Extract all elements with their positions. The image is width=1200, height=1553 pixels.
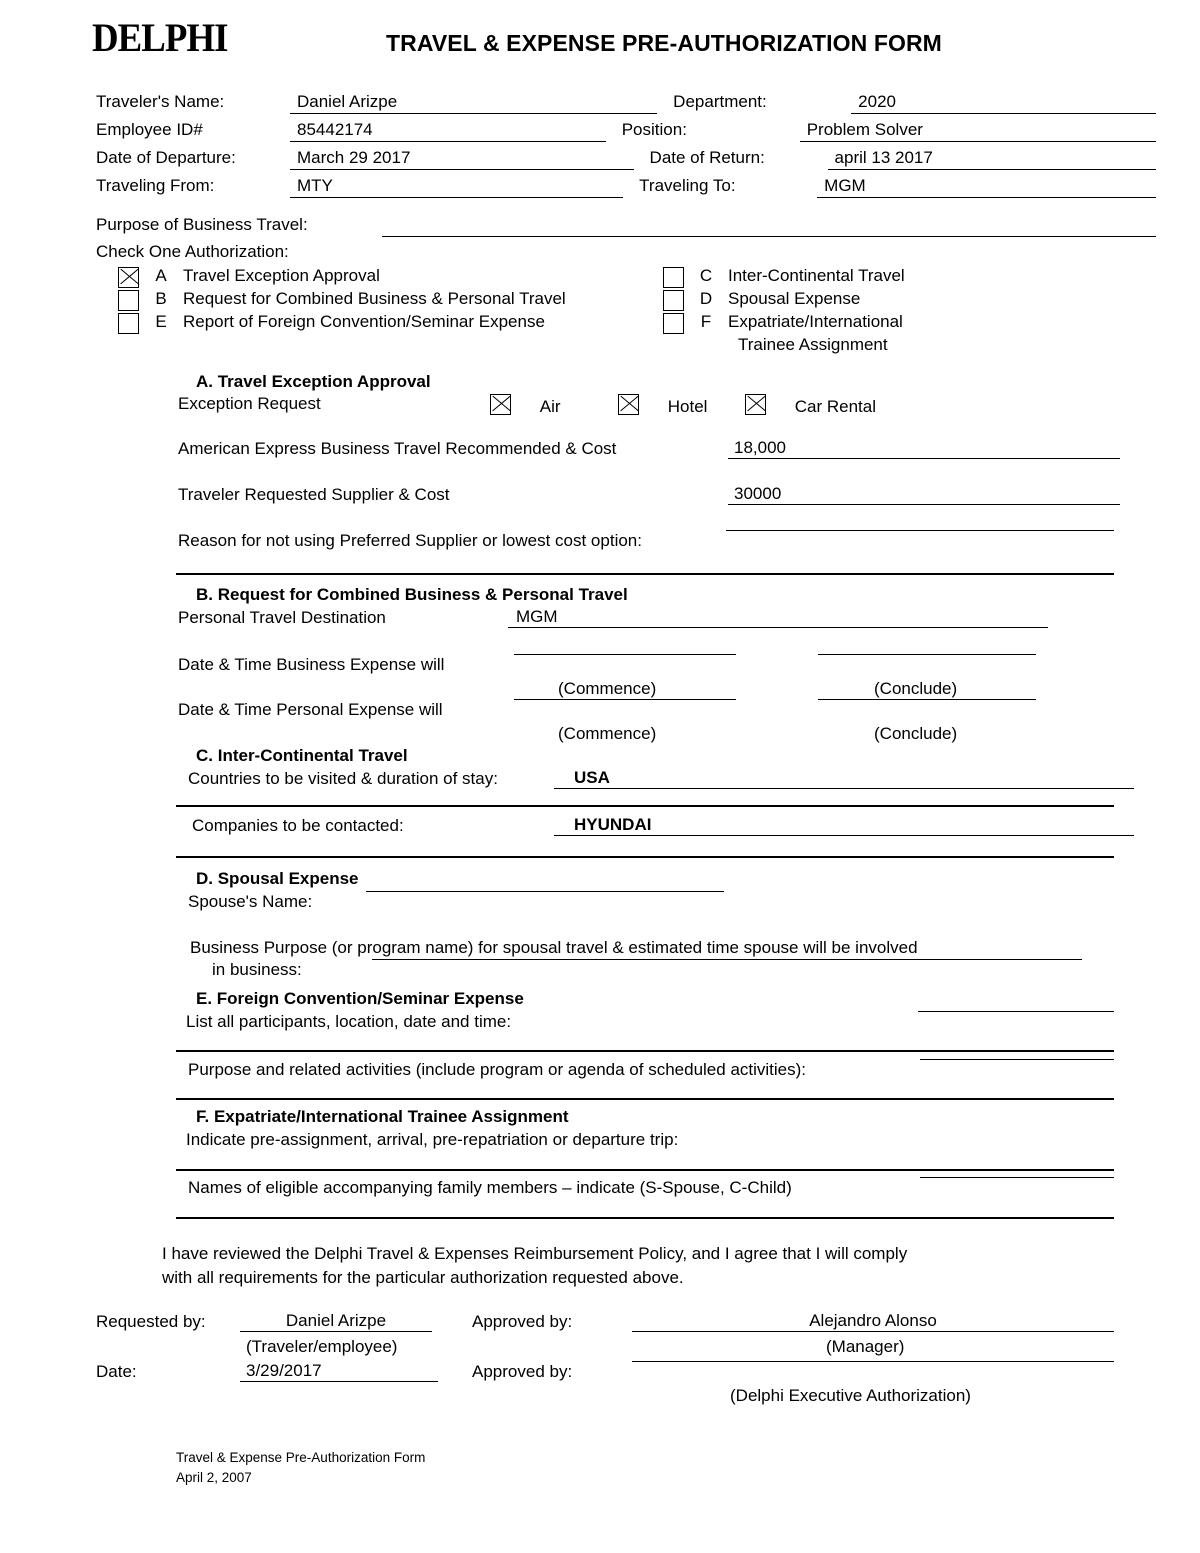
date-departure-label: Date of Departure: <box>96 148 236 167</box>
employee-id-label: Employee ID# <box>96 120 203 139</box>
form-footer <box>176 1448 425 1487</box>
date-return-label: Date of Return: <box>649 148 765 167</box>
purpose-input[interactable] <box>382 214 1156 237</box>
conclude-caption-1: (Conclude) <box>874 679 958 698</box>
exception-carrental-option[interactable] <box>745 394 876 417</box>
commence-caption-1: (Commence) <box>558 679 657 698</box>
exception-request-label: Exception Request <box>178 394 321 413</box>
letter-e: E <box>155 312 167 331</box>
traveling-from-label: Traveling From: <box>96 176 215 195</box>
family-members-input[interactable] <box>920 1177 1114 1178</box>
personal-conclude-input[interactable] <box>818 699 1036 700</box>
purpose-label: Purpose of Business Travel: <box>96 215 308 234</box>
checkbox-d[interactable] <box>663 290 684 311</box>
divider-e-f <box>176 1098 1114 1100</box>
date-return-input[interactable]: april 13 2017 <box>828 148 1156 170</box>
check-one-grid <box>118 266 1158 335</box>
letter-c: C <box>699 266 713 285</box>
section-f-heading: F. Expatriate/International Trainee Assignment <box>196 1107 569 1126</box>
row-date-departure <box>96 142 1156 170</box>
page-title: TRAVEL & EXPENSE PRE-AUTHORIZATION FORM <box>386 30 942 56</box>
companies-label: Companies to be contacted: <box>192 816 404 835</box>
reason-label: Reason for not using Preferred Supplier or lowest cost option: <box>178 531 642 550</box>
checkbox-air[interactable] <box>490 394 511 415</box>
exception-hotel-option[interactable] <box>618 394 707 417</box>
countries-label: Countries to be visited & duration of stay: <box>188 769 498 788</box>
check-one-title: Check One Authorization: <box>96 242 289 261</box>
row-employee-id <box>96 114 1156 142</box>
row-traveler-name <box>96 86 1156 114</box>
personal-destination-input[interactable]: MGM <box>508 607 1048 628</box>
section-e-heading: E. Foreign Convention/Seminar Expense <box>196 989 524 1008</box>
exception-air-option[interactable] <box>490 394 561 417</box>
business-commence-input[interactable] <box>514 654 736 655</box>
commence-caption-2: (Commence) <box>558 724 657 743</box>
personal-commence-input[interactable] <box>514 699 736 700</box>
approved-by-label-2: Approved by: <box>472 1362 573 1381</box>
check-row-b-d <box>118 289 1158 312</box>
supplier-input[interactable]: 30000 <box>728 484 1120 505</box>
divider-c-d <box>176 856 1114 858</box>
label-a: Travel Exception Approval <box>183 266 380 285</box>
letter-a: A <box>155 266 167 285</box>
spouse-name-input[interactable] <box>366 891 724 892</box>
label-car-rental: Car Rental <box>794 397 876 416</box>
checkbox-a[interactable] <box>118 267 139 288</box>
section-b-heading: B. Request for Combined Business & Personal Travel <box>196 585 628 604</box>
purpose-row <box>96 214 1156 237</box>
label-hotel: Hotel <box>667 397 708 416</box>
activities-label: Purpose and related activities (include program or agenda of scheduled activities): <box>188 1060 807 1079</box>
position-label: Position: <box>621 120 687 139</box>
countries-input[interactable]: USA <box>554 768 1134 789</box>
activities-input[interactable] <box>920 1059 1114 1060</box>
family-members-label: Names of eligible accompanying family members – indicate (S-Spouse, C-Child) <box>188 1178 792 1197</box>
amex-label: American Express Business Travel Recommended & Cost <box>178 439 617 458</box>
checkbox-car-rental[interactable] <box>745 394 766 415</box>
traveling-from-input[interactable]: MTY <box>290 176 623 198</box>
divider-e-1 <box>176 1050 1114 1052</box>
label-c: Inter-Continental Travel <box>728 266 905 285</box>
label-air: Air <box>539 397 561 416</box>
amex-input[interactable]: 18,000 <box>728 438 1120 459</box>
date-input[interactable]: 3/29/2017 <box>240 1361 438 1382</box>
form-header <box>0 0 1200 72</box>
row-traveling-from <box>96 170 1156 198</box>
date-departure-input[interactable]: March 29 2017 <box>290 148 634 170</box>
department-input[interactable]: 2020 <box>851 92 1156 114</box>
label-f: Expatriate/International <box>728 312 903 331</box>
reason-input[interactable] <box>726 530 1114 531</box>
check-row-e-f <box>118 312 1158 335</box>
conclude-caption-2: (Conclude) <box>874 724 958 743</box>
delphi-logo: DELPHI <box>92 15 228 60</box>
section-c-heading: C. Inter-Continental Travel <box>196 746 408 765</box>
spousal-purpose-line1: Business Purpose (or program name) for spousal travel & estimated time spouse will be involved <box>190 938 918 957</box>
label-f-line2: Trainee Assignment <box>738 335 888 354</box>
letter-b: B <box>155 289 167 308</box>
employee-id-input[interactable]: 85442174 <box>290 120 606 142</box>
spouse-name-label: Spouse's Name: <box>188 892 313 911</box>
spousal-purpose-input[interactable] <box>372 959 1082 960</box>
label-e: Report of Foreign Convention/Seminar Expense <box>183 312 545 331</box>
divider-c-1 <box>176 805 1114 807</box>
participants-input[interactable] <box>918 1011 1114 1012</box>
checkbox-c[interactable] <box>663 267 684 288</box>
section-a-heading: A. Travel Exception Approval <box>196 372 431 391</box>
requested-by-label: Requested by: <box>96 1312 206 1331</box>
indicate-trip-label: Indicate pre-assignment, arrival, pre-repatriation or departure trip: <box>186 1130 679 1149</box>
checkbox-b[interactable] <box>118 290 139 311</box>
divider-a-b <box>176 573 1114 575</box>
label-b: Request for Combined Business & Personal Travel <box>183 289 566 308</box>
approved-by-manager-input[interactable]: Alejandro Alonso <box>632 1311 1114 1332</box>
department-label: Department: <box>673 92 767 111</box>
spousal-purpose-line2: in business: <box>212 960 302 979</box>
checkbox-e[interactable] <box>118 313 139 334</box>
divider-f-1 <box>176 1169 1114 1171</box>
companies-input[interactable]: HYUNDAI <box>554 815 1134 836</box>
checkbox-f[interactable] <box>663 313 684 334</box>
agreement-line-1: I have reviewed the Delphi Travel & Expenses Reimbursement Policy, and I agree that I will comply <box>162 1244 908 1263</box>
label-d: Spousal Expense <box>728 289 861 308</box>
letter-d: D <box>699 289 713 308</box>
executive-caption: (Delphi Executive Authorization) <box>730 1386 971 1405</box>
traveling-to-label: Traveling To: <box>639 176 736 195</box>
checkbox-hotel[interactable] <box>618 394 639 415</box>
business-conclude-input[interactable] <box>818 654 1036 655</box>
top-fields <box>96 86 1156 198</box>
check-row-a-c <box>118 266 1158 289</box>
personal-expense-label: Date & Time Personal Expense will <box>178 700 443 719</box>
traveler-name-label: Traveler's Name: <box>96 92 225 111</box>
approved-by-executive-input[interactable] <box>632 1361 1114 1362</box>
footer-line-2: April 2, 2007 <box>176 1469 252 1485</box>
traveler-name-input[interactable]: Daniel Arizpe <box>290 92 657 114</box>
approved-by-label-1: Approved by: <box>472 1312 573 1331</box>
requested-by-input[interactable]: Daniel Arizpe <box>240 1311 432 1332</box>
traveling-to-input[interactable]: MGM <box>817 176 1156 198</box>
manager-caption: (Manager) <box>826 1337 905 1356</box>
supplier-label: Traveler Requested Supplier & Cost <box>178 485 450 504</box>
business-expense-label: Date & Time Business Expense will <box>178 655 445 674</box>
section-d-heading: D. Spousal Expense <box>196 869 359 888</box>
personal-destination-label: Personal Travel Destination <box>178 608 386 627</box>
footer-line-1: Travel & Expense Pre-Authorization Form <box>176 1450 426 1465</box>
participants-label: List all participants, location, date and time: <box>186 1012 512 1031</box>
agreement-line-2: with all requirements for the particular authorization requested above. <box>162 1268 684 1287</box>
date-label: Date: <box>96 1362 137 1381</box>
letter-f: F <box>700 312 712 331</box>
position-input[interactable]: Problem Solver <box>800 120 1156 142</box>
divider-f-end <box>176 1217 1114 1219</box>
traveler-caption: (Traveler/employee) <box>246 1337 398 1356</box>
